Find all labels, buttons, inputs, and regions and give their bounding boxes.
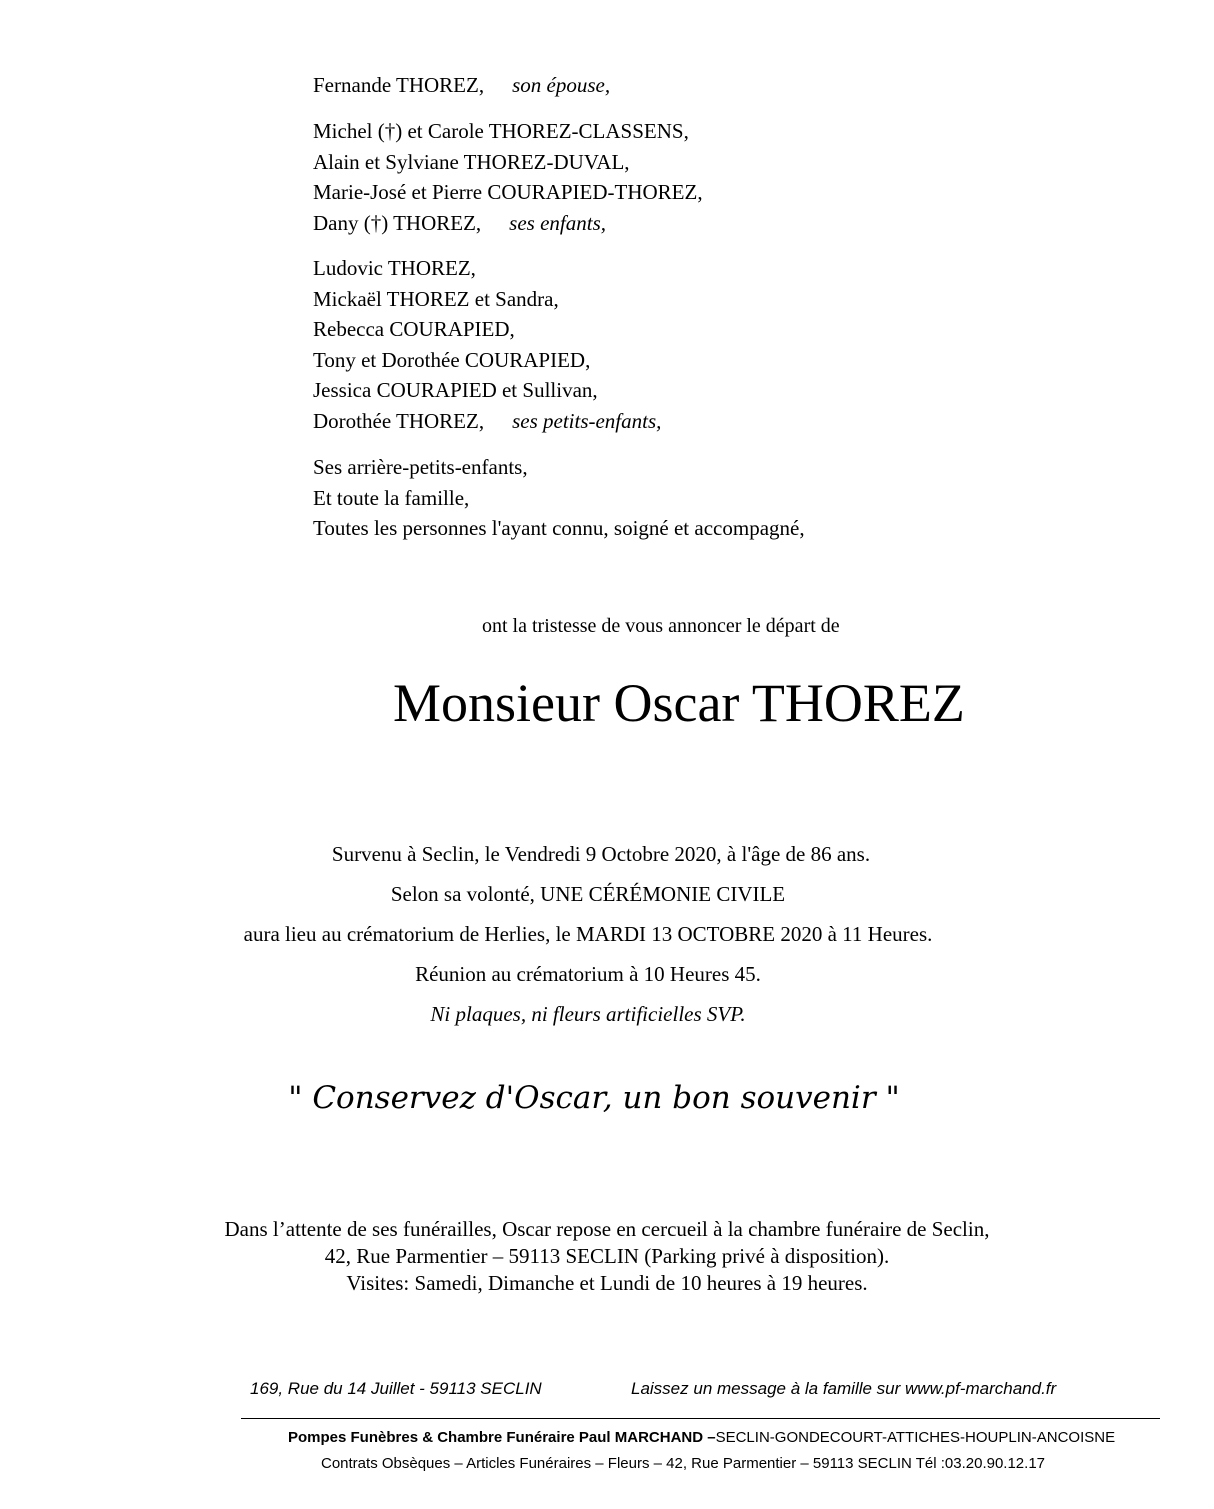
grandchild-name: Tony et Dorothée COURAPIED, (313, 347, 591, 372)
grandchildren-section (313, 253, 661, 437)
others-line: Toutes les personnes l'ayant connu, soigné et accompagné, (313, 516, 805, 541)
company-locations: SECLIN-GONDECOURT-ATTICHES-HOUPLIN-ANCOISNE (715, 1429, 1116, 1446)
child-name: Alain et Sylviane THOREZ-DUVAL, (313, 149, 630, 174)
footer-divider (241, 1418, 1160, 1419)
grandchildren-role: ses petits-enfants, (512, 408, 662, 433)
company-name: Pompes Funèbres & Chambre Funéraire Paul MARCHAND – (288, 1429, 716, 1446)
child-name: Marie-José et Pierre COURAPIED-THOREZ, (313, 180, 703, 205)
ceremony-wish: Selon sa volonté, UNE CÉRÉMONIE CIVILE (390, 882, 786, 906)
footer-address: 169, Rue du 14 Juillet - 59113 SECLIN (250, 1379, 542, 1398)
memorial-quote: " Conservez d'Oscar, un bon souvenir " (288, 1080, 900, 1116)
child-name: Michel (†) et Carole THOREZ-CLASSENS, (313, 119, 689, 143)
grandchild-name: Jessica COURAPIED et Sullivan, (313, 378, 598, 403)
repose-section (0, 1216, 1214, 1297)
grandchild-name: Mickaël THOREZ et Sandra, (313, 286, 559, 311)
child-last-line (313, 208, 703, 239)
spouse-line (313, 70, 610, 101)
spouse-name: Fernande THOREZ, (313, 73, 485, 97)
grandchild-last-line (313, 406, 661, 437)
others-line: Ses arrière-petits-enfants, (313, 455, 528, 479)
ceremony-note: Ni plaques, ni fleurs artificielles SVP. (430, 1002, 746, 1026)
others-line: Et toute la famille, (313, 485, 470, 510)
grandchild-name: Ludovic THOREZ, (313, 256, 476, 280)
children-role: ses enfants, (509, 210, 606, 235)
grandchild-name: Dorothée THOREZ, (313, 408, 485, 433)
grandchild-name: Rebecca COURAPIED, (313, 317, 515, 342)
deceased-name: Monsieur Oscar THOREZ (393, 673, 965, 733)
footer-company (288, 1429, 1115, 1446)
ceremony-place: aura lieu au crématorium de Herlies, le MARDI 13 OCTOBRE 2020 à 11 Heures. (243, 922, 933, 946)
footer-message: Laissez un message à la famille sur www.pf-marchand.fr (631, 1379, 1057, 1398)
repose-line: 42, Rue Parmentier – 59113 SECLIN (Parking privé à disposition). (324, 1244, 890, 1268)
spouse-role: son épouse, (512, 73, 611, 97)
spouse-section (313, 70, 610, 101)
repose-line: Dans l’attente de ses funérailles, Oscar repose en cercueil à la chambre funéraire de Seclin, (224, 1217, 990, 1241)
ceremony-meeting: Réunion au crématorium à 10 Heures 45. (415, 962, 761, 986)
child-name: Dany (†) THOREZ, (313, 210, 482, 235)
children-section (313, 116, 703, 238)
others-section (313, 452, 805, 544)
repose-line: Visites: Samedi, Dimanche et Lundi de 10 heures à 19 heures. (346, 1271, 868, 1295)
announcement-intro: ont la tristesse de vous annoncer le départ de (482, 615, 840, 637)
death-info: Survenu à Seclin, le Vendredi 9 Octobre 2020, à l'âge de 86 ans. (331, 842, 871, 866)
footer-contracts: Contrats Obsèques – Articles Funéraires – Fleurs – 42, Rue Parmentier – 59113 SECLIN Tél :03.20.90.12.17 (321, 1455, 1046, 1472)
